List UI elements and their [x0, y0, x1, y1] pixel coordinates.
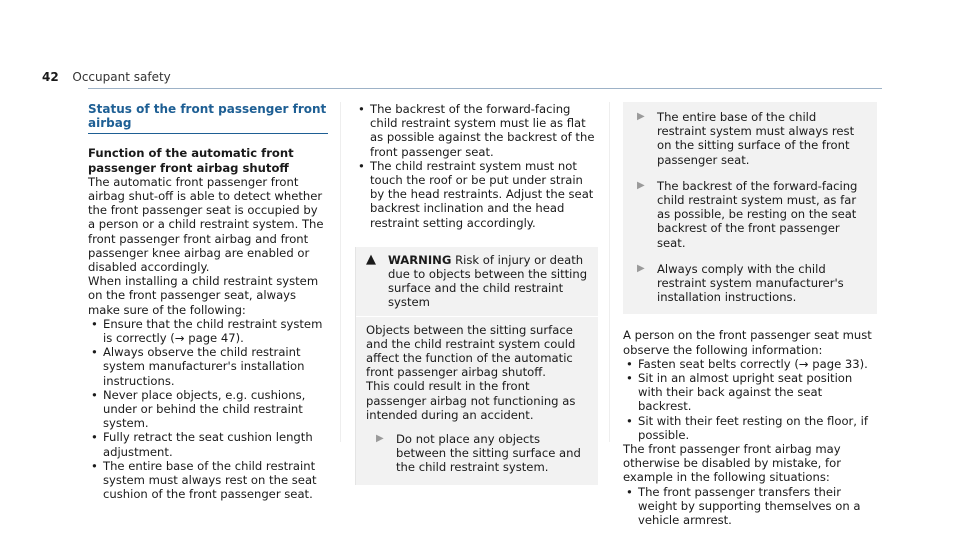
instruction-panel	[623, 102, 877, 314]
section-title: Occupant safety	[72, 70, 171, 84]
list-item: • The backrest of the forward‑facing child restraint system must lie as flat as possible against the backrest of the front passenger seat.	[355, 102, 598, 159]
warning-triangle-icon: ▲	[366, 251, 376, 267]
list-item: • The child restraint system must not touch the roof or be put under strain by the head restraints. Adjust the seat backrest inclination and the head restraint setting accordingly.	[355, 159, 598, 230]
column-3	[623, 102, 877, 527]
list-item: • Never place objects, e.g. cushions, under or behind the child restraint system.	[88, 388, 328, 431]
list-item: • The entire base of the child restraint system must always rest on the seat cushion of the front passenger seat.	[88, 459, 328, 502]
instruction-step	[633, 110, 867, 167]
instruction-step	[633, 262, 867, 305]
play-arrow-icon: ▶	[637, 262, 645, 274]
paragraph: When installing a child restraint system on the front passenger seat, always make sure of the following:	[88, 274, 319, 317]
list-item: • Sit with their feet resting on the floor, if possible.	[623, 414, 877, 442]
column-1	[88, 102, 328, 501]
column-divider	[609, 102, 610, 442]
warning-divider	[356, 316, 598, 317]
warning-label: WARNING	[388, 252, 452, 267]
warning-box	[355, 247, 598, 485]
warning-heading-text	[388, 253, 590, 310]
list-item: • Sit in an almost upright seat position with their back against the seat backrest.	[623, 371, 877, 414]
step-text: Do not place any objects between the sitting surface and the child restraint system.	[396, 432, 581, 475]
instruction-step	[633, 179, 867, 250]
warning-body: Objects between the sitting surface and the child restraint system could affect the function of the automatic front passenger airbag shutoff.	[366, 322, 576, 380]
paragraph: A person on the front passenger seat must observe the following information:	[623, 328, 872, 357]
paragraph: The automatic front passenger front airbag shut‑off is able to detect whether the front passenger seat is occupied by a person or a child restraint system. The front passenger front airbag and front passenger knee airbag are enabled or disabled accordingly.	[88, 174, 324, 275]
paragraph: The front passenger front airbag may otherwise be disabled by mistake, for example in the following situations:	[623, 442, 841, 485]
step-text: The entire base of the child restraint system must always rest on the sitting surface of the front passenger seat.	[657, 110, 855, 167]
header-rule	[88, 88, 882, 89]
page-header	[42, 70, 171, 84]
warning-body: This could result in the front passenger airbag not functioning as intended during an accident.	[366, 379, 576, 422]
warning-step	[366, 432, 590, 475]
step-text: The backrest of the forward‑facing child restraint system must, as far as possible, be resting on the seat backrest of the front passenger seat.	[657, 178, 858, 250]
bullet-list	[623, 357, 877, 442]
list-item: • Fasten seat belts correctly (→ page 33).	[623, 357, 877, 371]
page-number: 42	[42, 70, 59, 84]
step-text: Always comply with the child restraint system manufacturer's installation instructions.	[657, 261, 844, 305]
list-item: • The front passenger transfers their weight by supporting themselves on a vehicle armrest.	[623, 485, 877, 528]
warning-header	[366, 253, 590, 310]
column-divider	[340, 102, 341, 442]
list-item: • Fully retract the seat cushion length adjustment.	[88, 430, 328, 458]
play-arrow-icon: ▶	[376, 433, 384, 445]
subheading: Function of the automatic front passenger front airbag shutoff	[88, 146, 294, 175]
list-item: • Always observe the child restraint system manufacturer's installation instructions.	[88, 345, 328, 388]
column-2	[355, 102, 598, 485]
play-arrow-icon: ▶	[637, 179, 645, 191]
play-arrow-icon: ▶	[637, 111, 645, 122]
bullet-list	[355, 102, 598, 230]
list-item: • Ensure that the child restraint system is correctly (→ page 47).	[88, 317, 328, 345]
section-heading: Status of the front passenger front airbag	[88, 102, 328, 134]
warning-heading: Risk of injury or death due to objects between the sitting surface and the child restraint system	[388, 252, 588, 310]
bullet-list	[88, 317, 328, 502]
bullet-list	[623, 485, 877, 528]
